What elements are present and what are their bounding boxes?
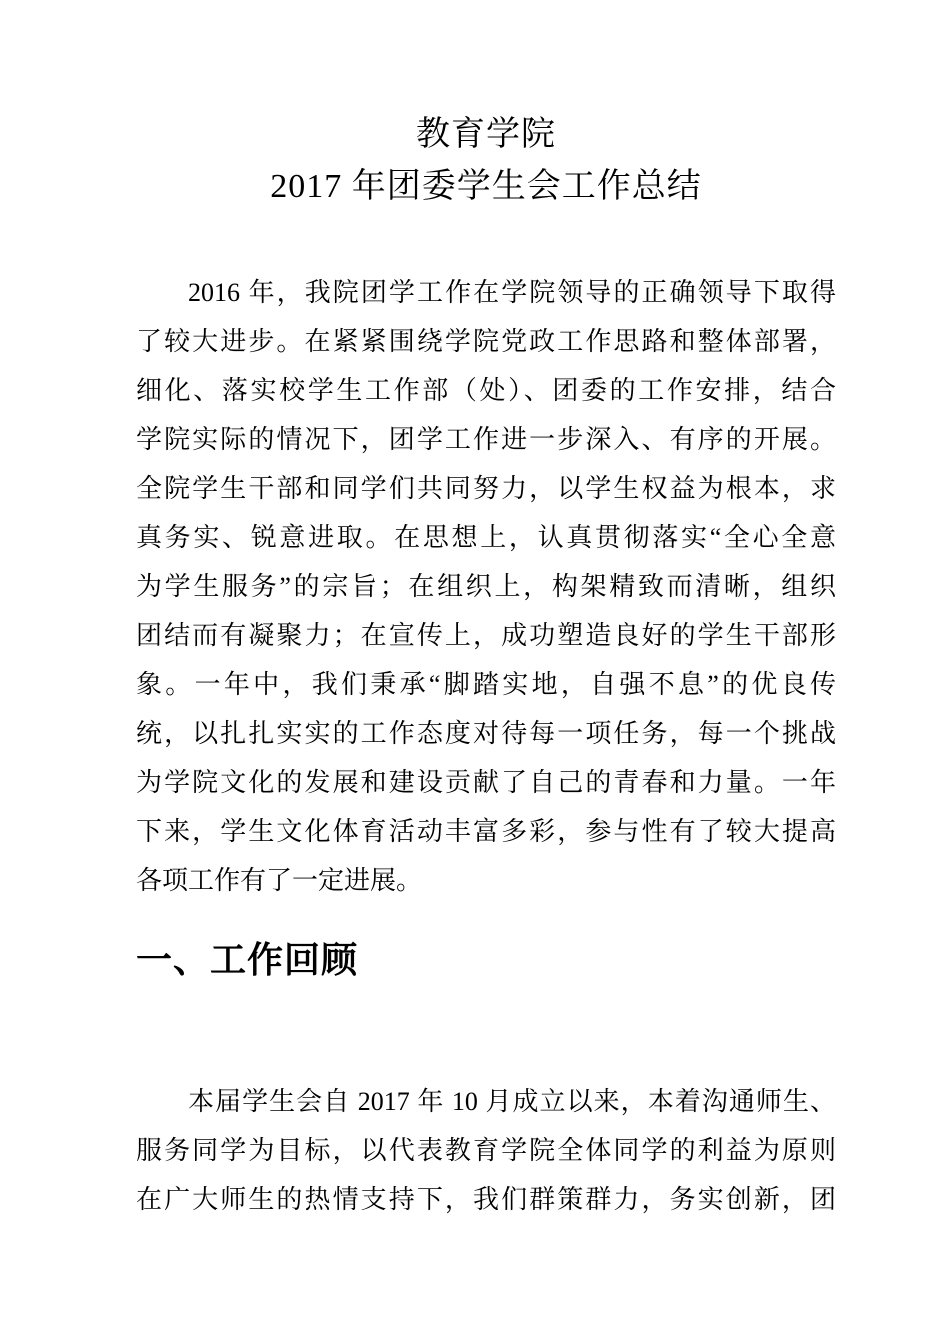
intro-line: 统，以扎扎实实的工作态度对待每一项任务，每一个挑战 <box>136 719 836 748</box>
intro-line: 全院学生干部和同学们共同努力，以学生权益为根本，求 <box>136 474 836 503</box>
section-paragraph <box>136 1077 836 1224</box>
section-line: 服务同学为目标，以代表教育学院全体同学的利益为原则 <box>136 1136 836 1165</box>
intro-line: 下来，学生文化体育活动丰富多彩，参与性有了较大提高 <box>136 817 836 846</box>
intro-line: 细化、落实校学生工作部（处）、团委的工作安排，结合 <box>136 376 836 405</box>
intro-line: 为学生服务”的宗旨；在组织上，构架精致而清晰，组织 <box>136 572 836 601</box>
intro-line: 真务实、锐意进取。在思想上，认真贯彻落实“全心全意 <box>136 523 836 552</box>
intro-line: 团结而有凝聚力；在宣传上，成功塑造良好的学生干部形 <box>136 621 836 650</box>
doc-title-line-1: 教育学院 <box>416 116 556 153</box>
intro-paragraph <box>136 268 836 905</box>
doc-title-line-2: 2017 年团委学生会工作总结 <box>270 168 702 205</box>
section-line: 本届学生会自 2017 年 10 月成立以来，本着沟通师生、 <box>188 1087 836 1116</box>
intro-line: 象。一年中，我们秉承“脚踏实地，自强不息”的优良传 <box>136 670 836 699</box>
intro-line: 了较大进步。在紧紧围绕学院党政工作思路和整体部署， <box>136 327 836 356</box>
intro-line: 各项工作有了一定进展。 <box>136 866 423 895</box>
intro-line: 学院实际的情况下，团学工作进一步深入、有序的开展。 <box>136 425 836 454</box>
intro-line: 为学院文化的发展和建设贡献了自己的青春和力量。一年 <box>136 768 836 797</box>
intro-line: 2016 年，我院团学工作在学院领导的正确领导下取得 <box>188 278 836 307</box>
section-heading-work-review: 一、工作回顾 <box>136 939 359 980</box>
section-line: 在广大师生的热情支持下，我们群策群力，务实创新，团 <box>136 1185 836 1214</box>
